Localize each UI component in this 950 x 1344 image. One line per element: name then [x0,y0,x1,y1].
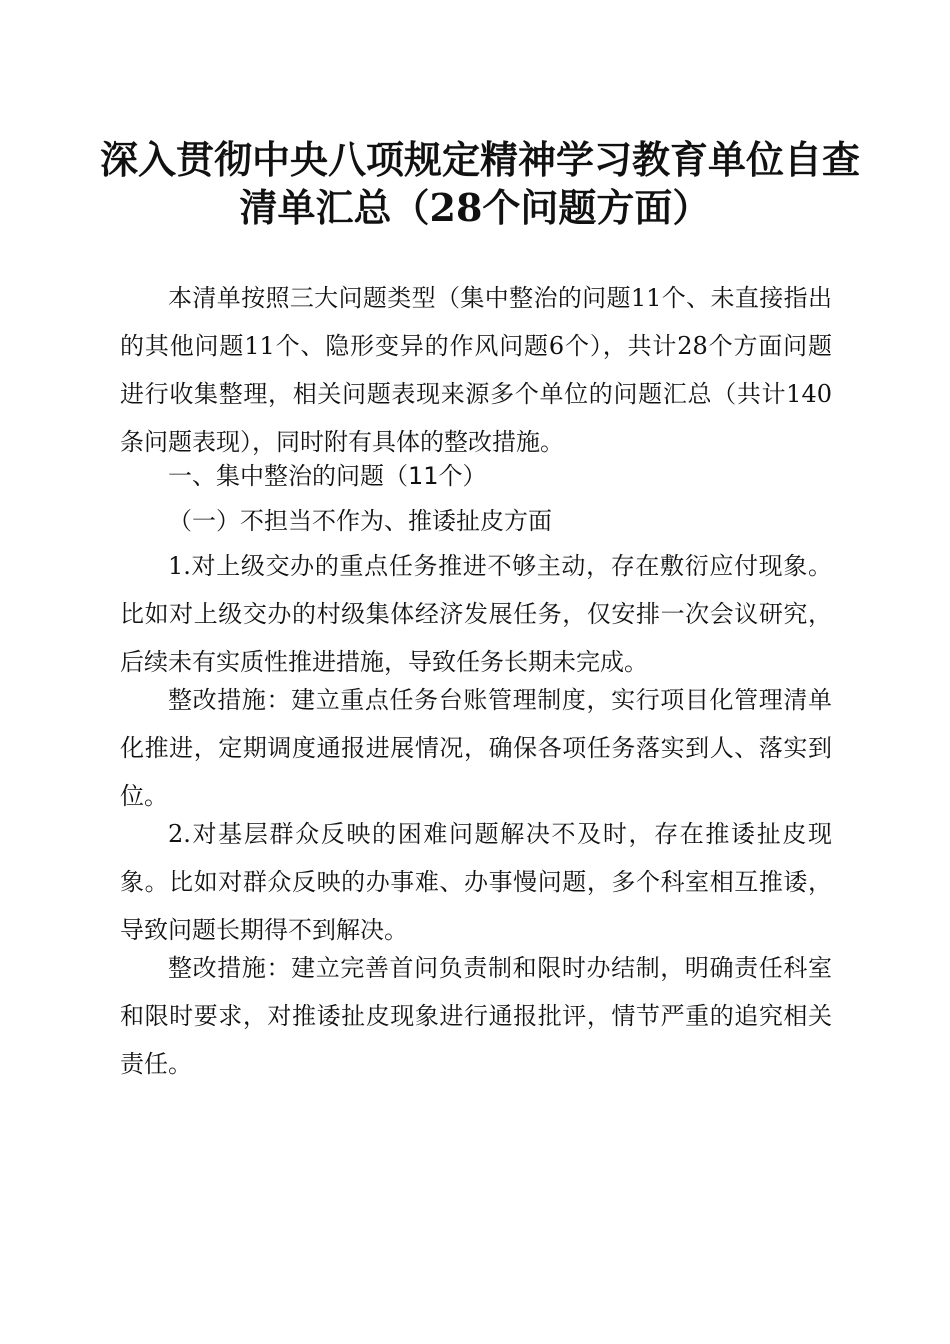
intro-paragraph: 本清单按照三大问题类型（集中整治的问题11个、未直接指出的其他问题11个、隐形变异的作风问题6个），共计28个方面问题进行收集整理，相关问题表现来源多个单位的问题汇总（共计140条问题表现），同时附有具体的整改措施。 [120,284,832,456]
document-title-line-2: 清单汇总（28个问题方面） [239,185,711,230]
issue-item-2: 2.对基层群众反映的困难问题解决不及时，存在推诿扯皮现象。比如对群众反映的办事难、办事慢问题，多个科室相互推诿，导致问题长期得不到解决。 [120,820,832,944]
issue-item-1-measure: 整改措施：建立重点任务台账管理制度，实行项目化管理清单化推进，定期调度通报进展情况，确保各项任务落实到人、落实到位。 [120,686,832,810]
document-title-line-1: 深入贯彻中央八项规定精神学习教育单位自查 [100,137,861,182]
subsection-heading-1: （一）不担当不作为、推诿扯皮方面 [168,507,552,535]
section-heading-1: 一、集中整治的问题（11个） [168,462,487,490]
issue-item-2-measure: 整改措施：建立完善首问负责制和限时办结制，明确责任科室和限时要求，对推诿扯皮现象进行通报批评，情节严重的追究相关责任。 [120,954,832,1078]
issue-item-1: 1.对上级交办的重点任务推进不够主动，存在敷衍应付现象。比如对上级交办的村级集体经济发展任务，仅安排一次会议研究，后续未有实质性推进措施，导致任务长期未完成。 [120,552,832,676]
